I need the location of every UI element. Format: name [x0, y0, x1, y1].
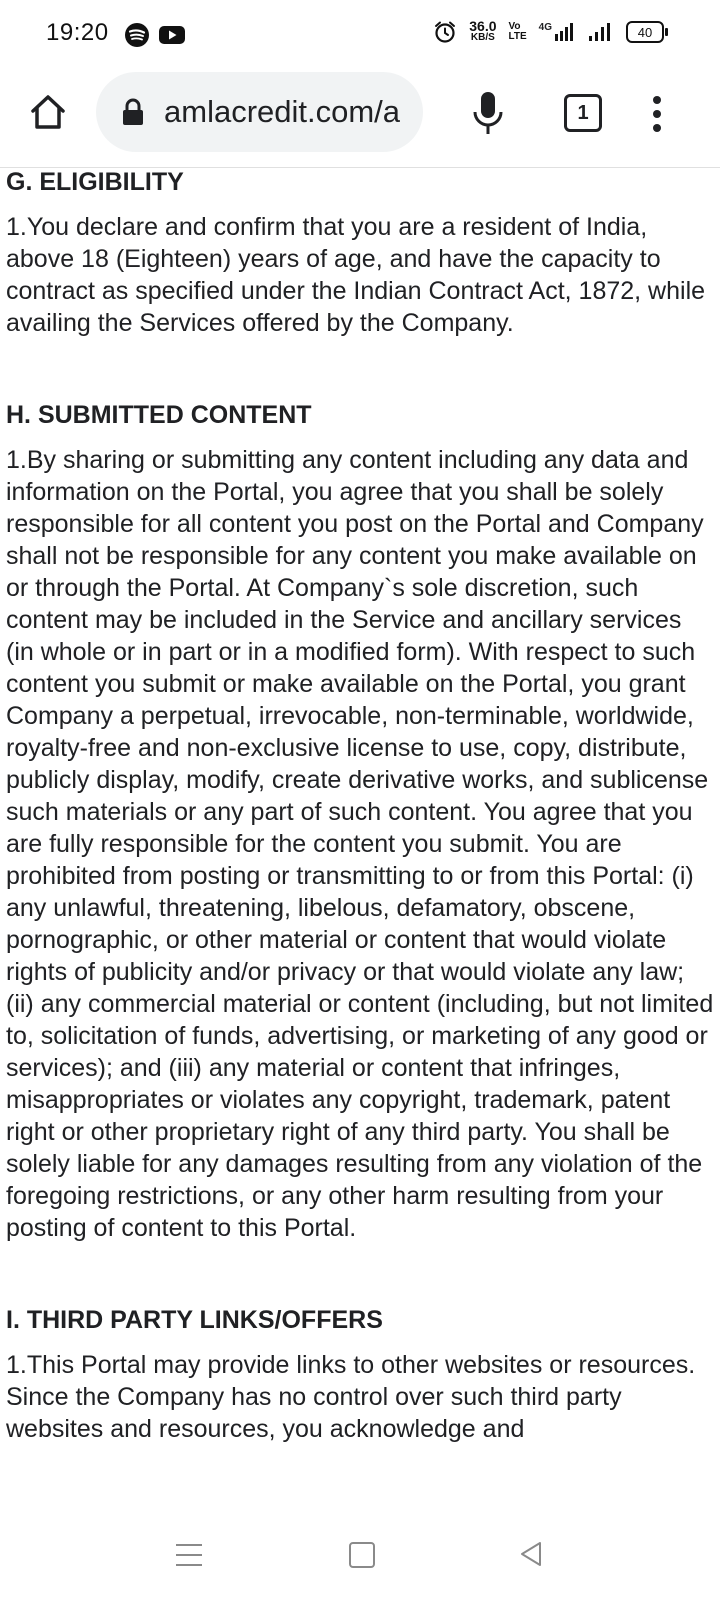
signal-bars-icon [554, 22, 576, 42]
net-speed-unit: KB/S [470, 32, 495, 43]
lock-icon [120, 97, 146, 127]
browser-toolbar [0, 72, 720, 168]
url-text[interactable]: amlacredit.com/a [164, 94, 401, 129]
battery-level: 40 [637, 24, 653, 40]
more-menu-icon[interactable] [650, 92, 664, 136]
back-triangle-icon[interactable] [518, 1540, 544, 1568]
net-speed [469, 18, 497, 43]
system-nav-bar [0, 1514, 720, 1600]
section-heading-third-party-links: I. THIRD PARTY LINKS/OFFERS [6, 1306, 383, 1334]
address-bar[interactable] [96, 72, 423, 152]
menu-icon[interactable] [176, 1544, 202, 1574]
status-time: 19:20 [46, 19, 109, 46]
net-speed-value: 36.0 [469, 18, 497, 34]
status-right-icons [433, 20, 664, 44]
battery-icon [626, 21, 664, 43]
volte-top: Vo [508, 21, 521, 32]
section-text-third-party-links: 1.This Portal may provide links to other websites or resources. Since the Company has no control over such third party websites and resources, you acknowledge and [6, 1351, 696, 1443]
section-heading-eligibility: G. ELIGIBILITY [6, 168, 184, 196]
tab-switcher-button[interactable] [564, 94, 602, 132]
signal-4g [539, 22, 576, 42]
home-icon[interactable] [28, 92, 68, 132]
alarm-icon [433, 20, 457, 44]
volte-bottom: LTE [508, 31, 527, 42]
status-bar [0, 0, 720, 72]
volte-indicator [509, 22, 527, 42]
home-square-icon[interactable] [349, 1542, 375, 1568]
section-text-submitted-content: 1.By sharing or submitting any content including any data and information on the Portal, you agree that you shall be solely responsible for all content you post on the Portal and Company shall not be responsible for any content you make available on or through the Portal. At Company`s sole discretion, such content may be included in the Service and ancillary services (in whole or in part or in a modified form). With respect to such content you submit or make available on the Portal, you grant Company a perpetual, irrevocable, non-terminable, worldwide, royalty-free and non-exclusive license to use, copy, distribute, publicly display, modify, create derivative works, and sublicense such materials or any part of such content. You agree that you are fully responsible for the content you submit. You are prohibited from posting or transmitting to or from this Portal: (i) any unlawful, threatening, libelous, defamatory, obscene, pornographic, or other material or content that would violate rights of publicity and/or privacy or that would violate any law; (ii) any commercial material or content (including, but not limited to, solicitation of funds, advertising, or marketing of any good or services); and (iii) any material or content that infringes, misappropriates or violates any copyright, trademark, patent right or other proprietary right of any third party. You shall be solely liable for any damages resulting from any violation of the foregoing restrictions, or any other harm resulting from your posting of content to this Portal. [6, 446, 714, 1242]
page-content [6, 168, 716, 1514]
spotify-icon [124, 22, 150, 48]
section-heading-submitted-content: H. SUBMITTED CONTENT [6, 401, 312, 429]
signal-bars-icon-2 [588, 22, 614, 42]
network-type: 4G [538, 22, 552, 33]
tab-count: 1 [577, 101, 589, 124]
section-text-eligibility: 1.You declare and confirm that you are a resident of India, above 18 (Eighteen) years of age, and have the capacity to contract as specified under the Indian Contract Act, 1872, while availing the Services offered by the Company. [6, 213, 706, 337]
status-left-icons [124, 22, 186, 48]
microphone-icon[interactable] [470, 90, 506, 136]
youtube-icon [158, 22, 186, 48]
